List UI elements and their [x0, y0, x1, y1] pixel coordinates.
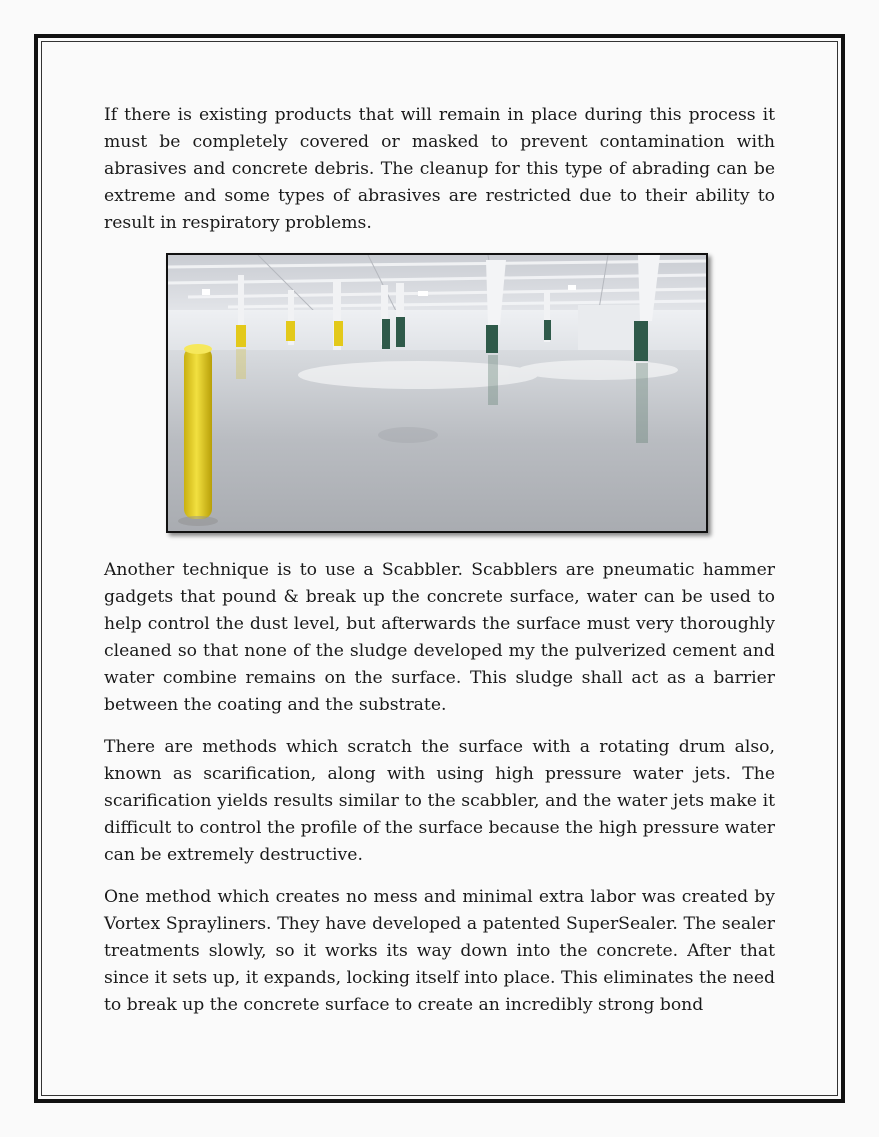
- warehouse-floor-photo: [166, 253, 708, 533]
- paragraph-abrasives: If there is existing products that will remain in place during this process it must be completely covered or masked to prevent contamination with abrasives and concrete debris. The cleanup for this type of abrading can be extreme and some types of abrasives are restricted due to their ability to result in respiratory problems.: [104, 105, 775, 233]
- paragraph-scarification: There are methods which scratch the surface with a rotating drum also, known as scarification, along with using high pressure water jets. The scarification yields results similar to the scabbler, and the water jets make it difficult to control the profile of the surface because the high pressure water can be extremely destructive.: [104, 737, 775, 865]
- paragraph-scabbler: Another technique is to use a Scabbler. Scabblers are pneumatic hammer gadgets that pound & break up the concrete surface, water can be used to help control the dust level, but afterwards the surface must very thoroughly cleaned so that none of the sludge developed my the pulverized cement and water combine remains on the surface. This sludge shall act as a barrier between the coating and the substrate.: [104, 560, 775, 715]
- paragraph-supersealer: One method which creates no mess and minimal extra labor was created by Vortex Sprayliners. They have developed a patented SuperSealer. The sealer treatments slowly, so it works its way down into the concrete. After that since it sets up, it expands, locking itself into place. This eliminates the need to break up the concrete surface to create an incredibly strong bond: [104, 887, 775, 1015]
- warehouse-floor-illustration: [168, 255, 706, 531]
